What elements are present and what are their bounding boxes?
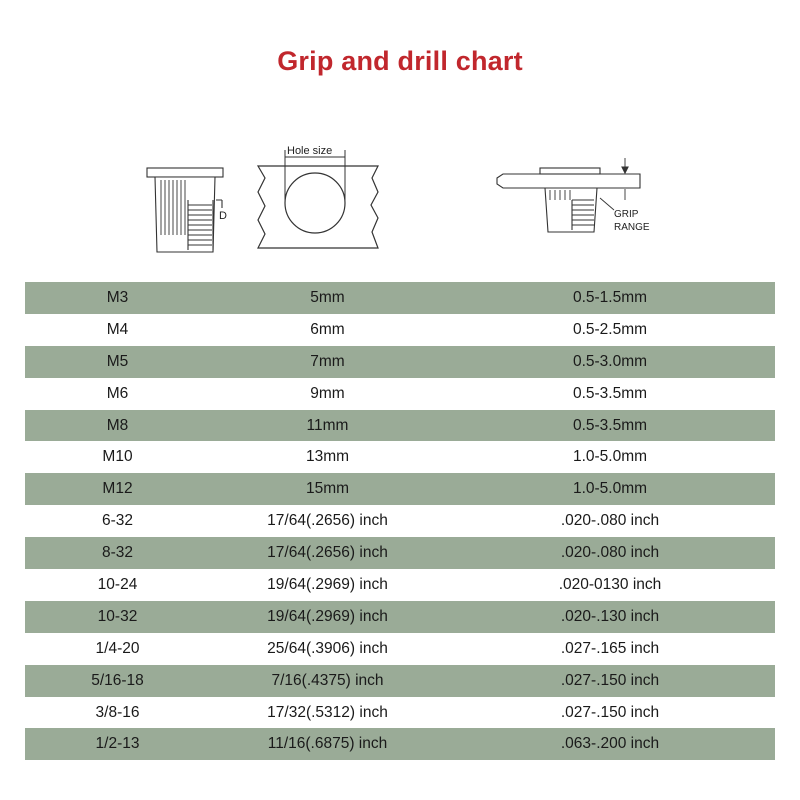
size-cell: M4 — [106, 320, 129, 338]
hole-cell: 17/32(.5312) inch — [267, 703, 388, 721]
grip-range-illustration — [497, 158, 640, 232]
table-body — [25, 282, 775, 760]
hole-cell: 6mm — [310, 320, 345, 338]
table-row — [25, 633, 775, 665]
hole-cell: 7mm — [210, 346, 445, 378]
table-row — [25, 282, 775, 314]
hole-cell: 7/16(.4375) inch — [210, 665, 445, 697]
table-row — [25, 569, 775, 601]
table-row — [25, 697, 775, 729]
table-row — [25, 665, 775, 697]
hole-cell: 11mm — [210, 410, 445, 442]
grip-cell: .020-.080 inch — [445, 537, 775, 569]
grip-range-label-2: RANGE — [614, 222, 650, 233]
table-row — [25, 346, 775, 378]
rivet-nut-illustration — [147, 168, 223, 252]
size-cell: M3 — [25, 282, 210, 314]
hole-cell: 11/16(.6875) inch — [210, 728, 445, 760]
grip-cell: 0.5-2.5mm — [572, 320, 648, 338]
size-cell: 1/4-20 — [95, 639, 140, 657]
size-cell: M6 — [106, 384, 129, 402]
size-cell: 3/8-16 — [95, 703, 140, 721]
grip-cell: .027-.150 inch — [560, 703, 660, 721]
size-cell: 6-32 — [101, 512, 134, 530]
size-cell: 10-32 — [25, 601, 210, 633]
hole-size-illustration — [258, 150, 378, 248]
page-title: Grip and drill chart — [277, 46, 523, 76]
grip-cell: .027-.150 inch — [445, 665, 775, 697]
grip-cell: 0.5-3.5mm — [572, 384, 648, 402]
grip-cell: .020-.080 inch — [560, 512, 660, 530]
hole-cell: 19/64(.2969) inch — [267, 575, 388, 593]
table-row — [25, 441, 775, 473]
table-row — [25, 410, 775, 442]
hole-cell: 19/64(.2969) inch — [210, 601, 445, 633]
size-cell: 10-24 — [97, 575, 138, 593]
grip-cell: 1.0-5.0mm — [572, 448, 648, 466]
size-cell: M8 — [25, 410, 210, 442]
grip-cell: .027-.165 inch — [560, 639, 660, 657]
table-row — [25, 378, 775, 410]
table-row — [25, 728, 775, 760]
d-label: D — [219, 210, 227, 222]
grip-range-label-1: GRIP — [614, 209, 639, 220]
grip-cell: 0.5-3.0mm — [445, 346, 775, 378]
hole-cell: 17/64(.2656) inch — [267, 512, 388, 530]
grip-cell: .020-.130 inch — [445, 601, 775, 633]
grip-cell: .063-.200 inch — [445, 728, 775, 760]
hole-cell: 15mm — [210, 473, 445, 505]
grip-cell: 0.5-1.5mm — [445, 282, 775, 314]
table-row — [25, 505, 775, 537]
size-cell: 8-32 — [25, 537, 210, 569]
size-cell: M10 — [102, 448, 133, 466]
hole-cell: 13mm — [305, 448, 350, 466]
grip-cell: .020-0130 inch — [558, 575, 662, 593]
size-cell: 5/16-18 — [25, 665, 210, 697]
diagrams — [0, 0, 800, 280]
table-row — [25, 314, 775, 346]
grip-cell: 0.5-3.5mm — [445, 410, 775, 442]
hole-cell: 9mm — [310, 384, 345, 402]
hole-cell: 25/64(.3906) inch — [267, 639, 388, 657]
size-cell: 1/2-13 — [25, 728, 210, 760]
table-row — [25, 537, 775, 569]
hole-cell: 5mm — [210, 282, 445, 314]
grip-cell: 1.0-5.0mm — [445, 473, 775, 505]
grip-drill-table — [25, 282, 775, 760]
size-cell: M12 — [25, 473, 210, 505]
hole-cell: 17/64(.2656) inch — [210, 537, 445, 569]
table-row — [25, 601, 775, 633]
hole-size-label: Hole size — [287, 145, 333, 157]
size-cell: M5 — [25, 346, 210, 378]
table-row — [25, 473, 775, 505]
